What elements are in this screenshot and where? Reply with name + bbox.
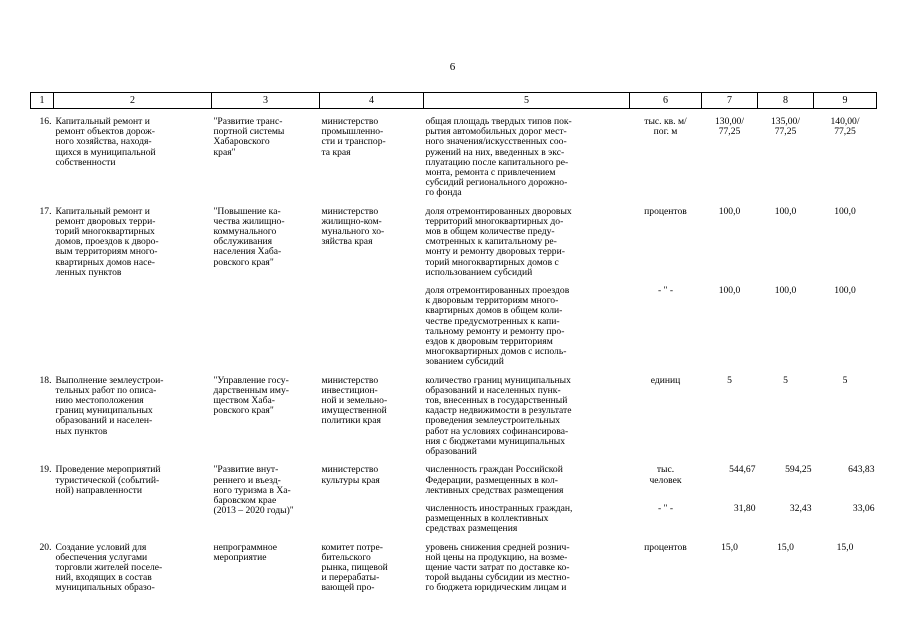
header-col-7: 7 [702,93,758,109]
value-col-9: 100,0 [834,285,856,297]
header-col-8: 8 [758,93,814,109]
indicator-unit: - " - [657,502,674,514]
value-col-9: 15,0 [836,541,854,553]
indicator-unit: тыс. кв. м/ пог. м [644,116,687,138]
program-name: "Развитие транс- портной системы Хабаровского края" [213,116,285,158]
value-col-9: 5 [842,374,848,386]
row-number: 20. [39,541,52,553]
responsible-ministry: министерство культуры края [321,464,380,486]
activity-name: Капитальный ремонт и ремонт объектов дорож- ного хозяйства, находя- щихся в муниципальной собственности [55,116,156,168]
indicator-unit: единиц [650,374,681,386]
row-number: 17. [39,205,52,217]
value-col-8: 5 [783,374,788,386]
indicator-text: общая площадь твердых типов пок- рытия автомобильных дорог мест- ного значения/искусственных соо- ружений на них, введенных в экс- плуатацию после капитального ре- монта, ремонта с привлечением субсидий регионального дорожно- го фонда [425,116,572,199]
value-col-7: 5 [727,374,732,386]
activity-name: Выполнение землеустрои- тельных работ по описа- нию местоположения границ муниципальных образований и населен- ных пунктов [55,374,164,437]
value-col-8: 32,43 [789,502,812,514]
header-col-1: 1 [31,93,54,109]
value-col-7: 100,0 [718,285,741,297]
program-name: "Управление госу- дарственным иму- ществом Хаба- ровского края" [213,374,289,417]
indicator-unit: процентов [644,541,687,553]
value-col-9: 140,00/ 77,25 [830,116,860,138]
table-row [31,117,877,199]
indicator-unit: процентов [644,205,687,217]
responsible-ministry: комитет потре- бительского рынка, пищевой и перерабаты- вающей про- [321,541,388,594]
header-col-2: 2 [54,93,212,109]
value-col-7: 544,67 [729,464,756,476]
value-col-8: 594,25 [785,464,812,476]
table-row [31,207,877,278]
responsible-ministry: министерство инвестицион- ной и земельно- имущественной политики края [321,374,388,427]
responsible-ministry: министерство промышленно- сти и транспор- та края [321,116,386,158]
value-col-8: 15,0 [777,541,794,553]
indicator-text: количество границ муниципальных образований и населенных пунк- тов, внесенных в государственный кадастр недвижимости в результате проведения землеустроительных работ на условиях софинансирова- ния с бюджетами муниципальных образований [425,374,572,458]
program-name: "Развитие внут- реннего и въезд- ного туризма в Ха- баровском крае (2013 – 2020 годы)" [213,464,294,517]
header-col-9: 9 [814,93,877,109]
page-number: 6 [449,61,456,73]
header-col-6: 6 [630,93,702,109]
value-col-7: 100,0 [718,205,741,217]
program-name: "Повышение ка- чества жилищно- коммунального обслуживания населения Хаба- ровского края" [213,205,285,268]
row-number: 19. [39,464,52,476]
value-col-8: 100,0 [774,285,797,297]
indicator-text: доля отремонтированных дворовых территорий многоквартирных до- мов в общем количестве преду- смотренных к капитальному ре- монту и ремонту дворовых терри- торий многоквартирных домов с использованием субсидий [425,205,572,278]
header-col-3: 3 [212,93,320,109]
value-col-9: 643,83 [848,464,875,476]
indicator-text: численность иностранных граждан, размещенных в коллективных средствах размещения [425,502,573,535]
table-header-row [31,93,877,109]
value-col-9: 33,06 [852,502,875,514]
activity-name: Проведение мероприятий туристической (событий- ной) направленности [55,464,161,496]
value-col-8: 135,00/ 77,25 [770,116,801,138]
value-col-9: 100,0 [834,205,856,217]
indicator-text: уровень снижения средней рознич- ной цены на продукцию, на возме- щение части затрат по доставке ко- торой выданы субсидии из местно- го бюджета юридическим лицам и [425,541,570,594]
indicator-unit: - " - [657,285,674,297]
value-col-7: 130,00/ 77,25 [714,116,745,138]
activity-name: Создание условий для обеспечения услугами торговли жителей поселе- ний, входящих в состав муниципальных образо- [55,541,163,594]
value-col-8: 100,0 [774,205,797,217]
header-col-4: 4 [320,93,424,109]
indicator-unit: тыс. человек [649,464,682,486]
indicator-text: доля отремонтированных проездов к дворовым территориям много- квартирных домов в общем коли- честве предусмотренных к капи- тальному ремонту и ремонту про- ездов к дворовым территориям многоквартирных домов с исполь- зованием субсидий [425,285,570,368]
activity-name: Капитальный ремонт и ремонт дворовых терри- торий многоквартирных домов, проездов к дворо- вым территориям много- квартирных домов насе- ленных пунктов [55,205,159,278]
row-number: 18. [39,374,52,386]
table-row [31,465,877,496]
header-col-5: 5 [424,93,630,109]
indicators-table [30,92,877,594]
row-number: 16. [39,116,52,127]
table-row [31,543,877,594]
indicator-text: численность граждан Российской Федерации, размещенных в кол- лективных средствах размещения [425,464,564,496]
responsible-ministry: министерство жилищно-ком- мунального хо- зяйства края [321,205,385,248]
value-col-7: 15,0 [721,541,738,553]
value-col-7: 31,80 [733,502,756,514]
table-row [31,376,877,458]
program-name: непрограммное мероприятие [213,541,278,563]
